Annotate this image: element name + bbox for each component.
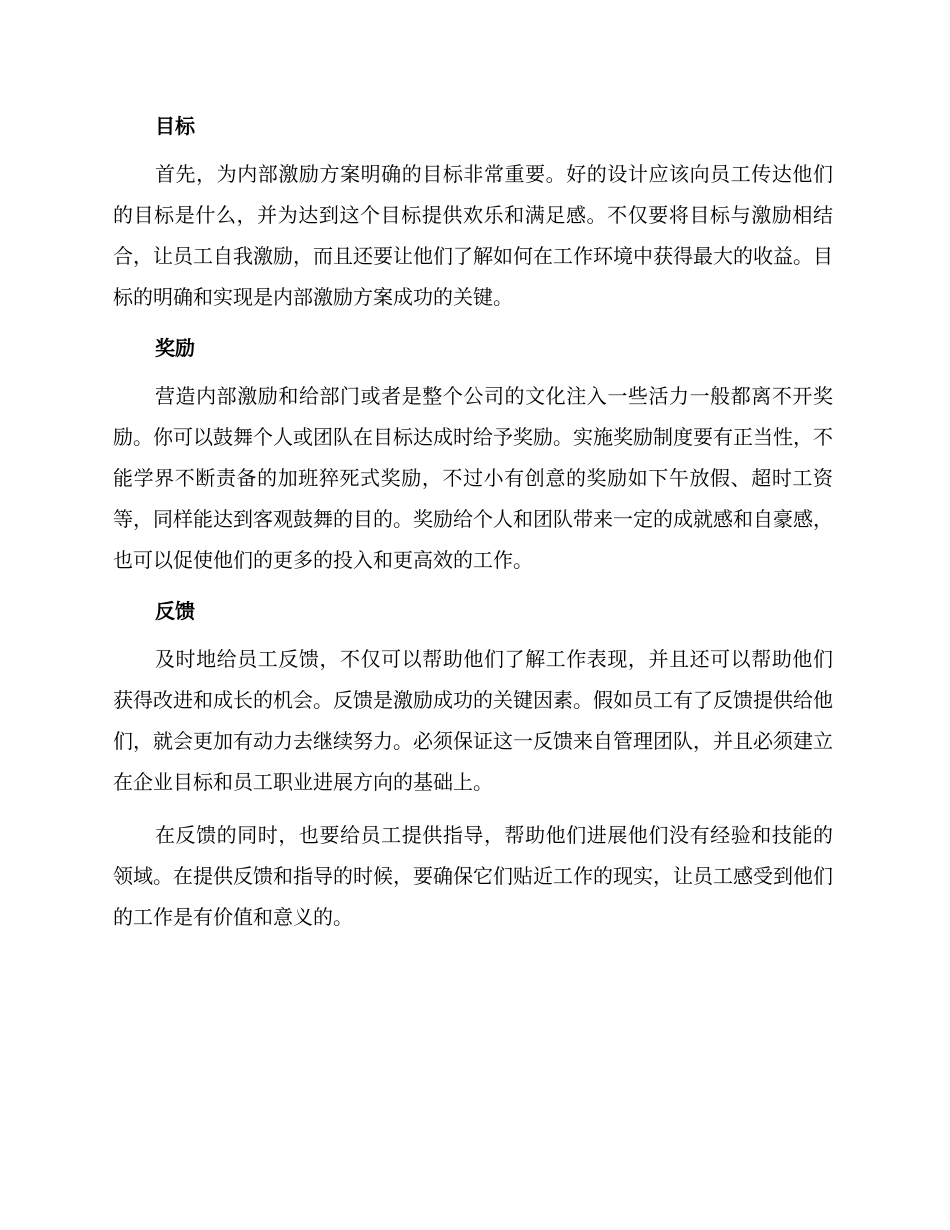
section-heading-reward: 奖励 [155, 336, 195, 360]
paragraph-feedback-1: 及时地给员工反馈，不仅可以帮助他们了解工作表现，并且还可以帮助他们获得改进和成长的机会。反馈是激励成功的关键因素。假如员工有了反馈提供给他们，就会更加有动力去继续努力。必须保证这一反馈来自管理团队，并且必须建立在企业目标和员工职业进展方向的基础上。 [113, 647, 833, 794]
paragraph-goal: 首先，为内部激励方案明确的目标非常重要。好的设计应该向员工传达他们的目标是什么，并为达到这个目标提供欢乐和满足感。不仅要将目标与激励相结合，让员工自我激励，而且还要让他们了解如何在工作环境中获得最大的收益。目标的明确和实现是内部激励方案成功的关键。 [113, 162, 833, 309]
section-heading-goal: 目标 [155, 114, 195, 138]
paragraph-feedback-2: 在反馈的同时，也要给员工提供指导，帮助他们进展他们没有经验和技能的领域。在提供反馈和指导的时候，要确保它们贴近工作的现实，让员工感受到他们的工作是有价值和意义的。 [113, 823, 833, 929]
document-page [113, 108, 833, 938]
section-heading-feedback: 反馈 [155, 599, 195, 623]
paragraph-reward: 营造内部激励和给部门或者是整个公司的文化注入一些活力一般都离不开奖励。你可以鼓舞个人或团队在目标达成时给予奖励。实施奖励制度要有正当性，不能学界不断责备的加班猝死式奖励，不过小有创意的奖励如下午放假、超时工资等，同样能达到客观鼓舞的目的。奖励给个人和团队带来一定的成就感和自豪感，也可以促使他们的更多的投入和更高效的工作。 [113, 384, 833, 572]
